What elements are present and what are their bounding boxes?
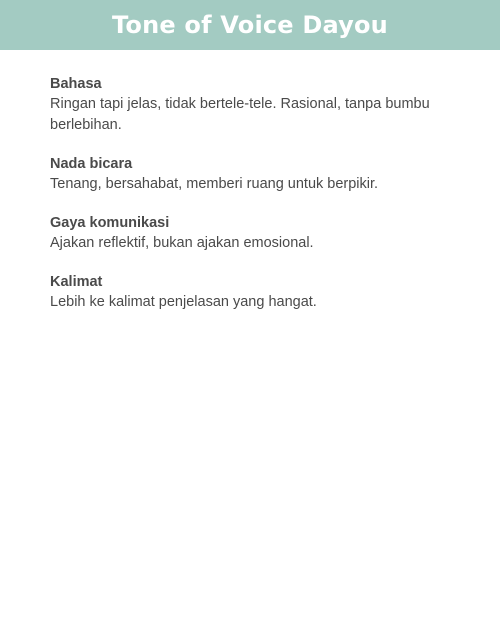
section-body: Ringan tapi jelas, tidak bertele-tele. Rasional, tanpa bumbu berlebihan.: [50, 96, 430, 133]
page-title: Tone of Voice Dayou: [112, 11, 388, 39]
section-heading: Gaya komunikasi: [50, 215, 170, 231]
section-heading: Nada bicara: [50, 156, 133, 172]
section-body: Lebih ke kalimat penjelasan yang hangat.: [50, 294, 317, 310]
section-gaya-komunikasi: [50, 213, 450, 254]
section-heading: Bahasa: [50, 76, 102, 92]
header-banner: [0, 0, 500, 50]
section-body: Tenang, bersahabat, memberi ruang untuk berpikir.: [50, 176, 379, 192]
section-bahasa: [50, 74, 450, 136]
section-heading: Kalimat: [50, 274, 103, 290]
section-kalimat: [50, 272, 450, 313]
section-nada-bicara: [50, 154, 450, 195]
section-body: Ajakan reflektif, bukan ajakan emosional.: [50, 235, 314, 251]
content-area: [0, 50, 500, 313]
